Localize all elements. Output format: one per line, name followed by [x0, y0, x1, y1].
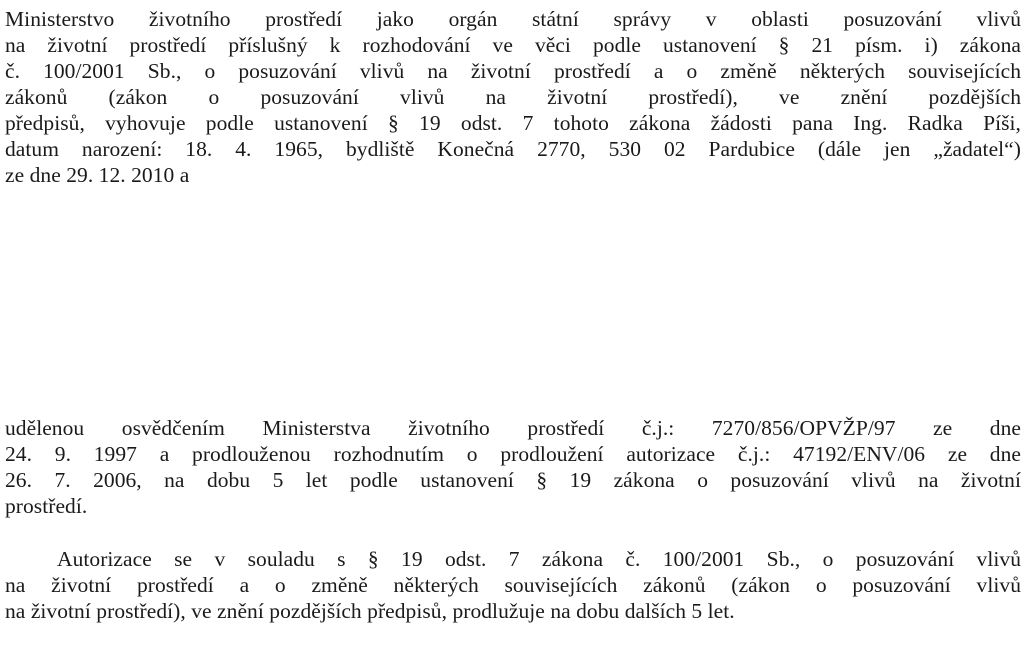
text-line: na životní prostředí a o změně některých souvisejících zákonů (zákon o posuzování vlivů [5, 573, 1021, 597]
paragraph-decision-intro [5, 6, 1021, 188]
text-line: ze dne 29. 12. 2010 a [5, 163, 190, 187]
text-line: na životní prostředí), ve znění pozdějších předpisů, prodlužuje na dobu dalších 5 let. [5, 599, 735, 623]
text-line: 24. 9. 1997 a prodlouženou rozhodnutím o prodloužení autorizace č.j.: 47192/ENV/06 ze dne [5, 442, 1021, 466]
text-line: na životní prostředí příslušný k rozhodování ve věci podle ustanovení § 21 písm. i) zákona [5, 33, 1021, 57]
text-line: č. 100/2001 Sb., o posuzování vlivů na životní prostředí a o změně některých souvisejících [5, 59, 1021, 83]
text-line: udělenou osvědčením Ministerstva životního prostředí č.j.: 7270/856/OPVŽP/97 ze dne [5, 416, 1021, 440]
paragraph-authorization-details [5, 415, 1021, 519]
text-line: datum narození: 18. 4. 1965, bydliště Konečná 2770, 530 02 Pardubice (dále jen „žadatel“) [5, 137, 1021, 161]
text-line: 26. 7. 2006, na dobu 5 let podle ustanovení § 19 zákona o posuzování vlivů na životní [5, 468, 1021, 492]
paragraph-extension [5, 546, 1021, 624]
text-line: Autorizace se v souladu s § 19 odst. 7 zákona č. 100/2001 Sb., o posuzování vlivů [57, 547, 1021, 571]
text-line: předpisů, vyhovuje podle ustanovení § 19 odst. 7 tohoto zákona žádosti pana Ing. Radka Píši, [5, 111, 1021, 135]
text-line: Ministerstvo životního prostředí jako orgán státní správy v oblasti posuzování vlivů [5, 7, 1021, 31]
text-line: zákonů (zákon o posuzování vlivů na životní prostředí), ve znění pozdějších [5, 85, 1021, 109]
text-line: prostředí. [5, 494, 88, 518]
